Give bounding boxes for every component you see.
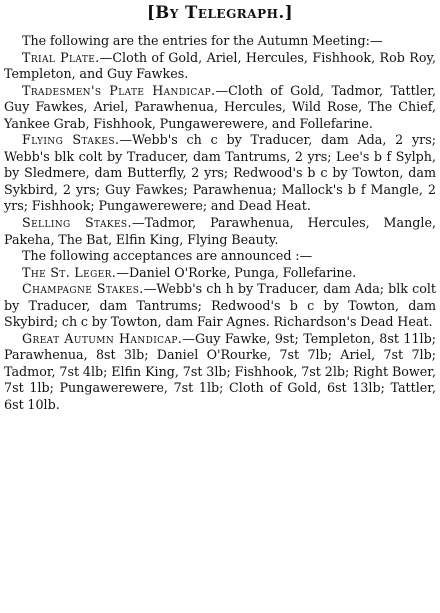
acceptances-intro: The following acceptances are announced :—: [22, 248, 313, 264]
entries-intro: The following are the entries for the Autumn Meeting:—: [22, 33, 383, 48]
entry-tradesmens-plate-handicap: [4, 83, 436, 133]
entry-label: Trial Plate.: [22, 49, 100, 65]
acceptance-champagne-stakes: [4, 281, 436, 331]
acceptance-st-leger: [4, 265, 436, 282]
entry-label: Flying Stakes.: [22, 132, 120, 148]
heading-title: By Telegraph.: [155, 3, 285, 22]
acceptance-label: Champagne Stakes.: [22, 281, 144, 297]
acceptance-great-autumn-handicap: [4, 331, 436, 414]
entry-text: —Cloth of Gold, Tadmor, Tattler, Guy Fawkes, Ariel, Parawhenua, Hercules, Wild Rose, The Chief, Yankee Grab, Fishhook, Pungawerewere, and Follefarine.: [4, 82, 437, 131]
entry-selling-stakes: [4, 215, 436, 248]
acceptance-label: Great Autumn Handicap.: [22, 330, 183, 346]
entry-label: Selling Stakes.: [22, 215, 132, 231]
entry-text: —Cloth of Gold, Ariel, Hercules, Fishhook, Rob Roy, Templeton, and Guy Fawkes.: [4, 49, 436, 82]
acceptance-text: —Guy Fawke, 9st; Templeton, 8st 11lb; Parawhenua, 8st 3lb; Daniel O'Rourke, 7st 7lb; Ariel, 7st 7lb; Tadmor, 7st 4lb; Elfin King, 7st 3lb; Fishhook, 7st 2lb; Right Bower, 7st 1lb; Pungawerewere, 7st 1lb; Cloth of Gold, 6st 13lb; Tattler, 6st 10lb.: [4, 330, 436, 413]
entry-trial-plate: [4, 50, 436, 83]
acceptance-text: —Webb's ch h by Traducer, dam Ada; blk colt by Traducer, dam Tantrums; Redwood's b c by Towton, dam Skybird; ch c by Towton, dam Fair Agnes. Richardson's Dead Heat.: [4, 281, 436, 330]
heading-close-bracket: ]: [284, 3, 294, 22]
heading-open-bracket: [: [146, 3, 156, 22]
acceptance-text: —Daniel O'Rorke, Punga, Follefarine.: [116, 264, 357, 280]
acceptance-label: The St. Leger.: [22, 264, 117, 280]
entry-text: —Webb's ch c by Traducer, dam Ada, 2 yrs; Webb's blk colt by Traducer, dam Tantrums, 2 yrs; Lee's b f Sylph, by Sledmere, dam Butterfly, 2 yrs; Redwood's b c by Towton, dam Sykbird, 2 yrs; Guy Fawkes; Parawhenua; Mallock's b f Mangle, 2 yrs; Fishhook; Pungawerewere; and Dead Heat.: [4, 132, 437, 214]
entry-flying-stakes: [4, 132, 436, 215]
article-heading: [4, 2, 436, 24]
entry-text: —Tadmor, Parawhenua, Hercules, Mangle, Pakeha, The Bat, Elfin King, Flying Beauty.: [4, 215, 436, 247]
entry-label: Tradesmen's Plate Handicap.: [22, 82, 216, 98]
